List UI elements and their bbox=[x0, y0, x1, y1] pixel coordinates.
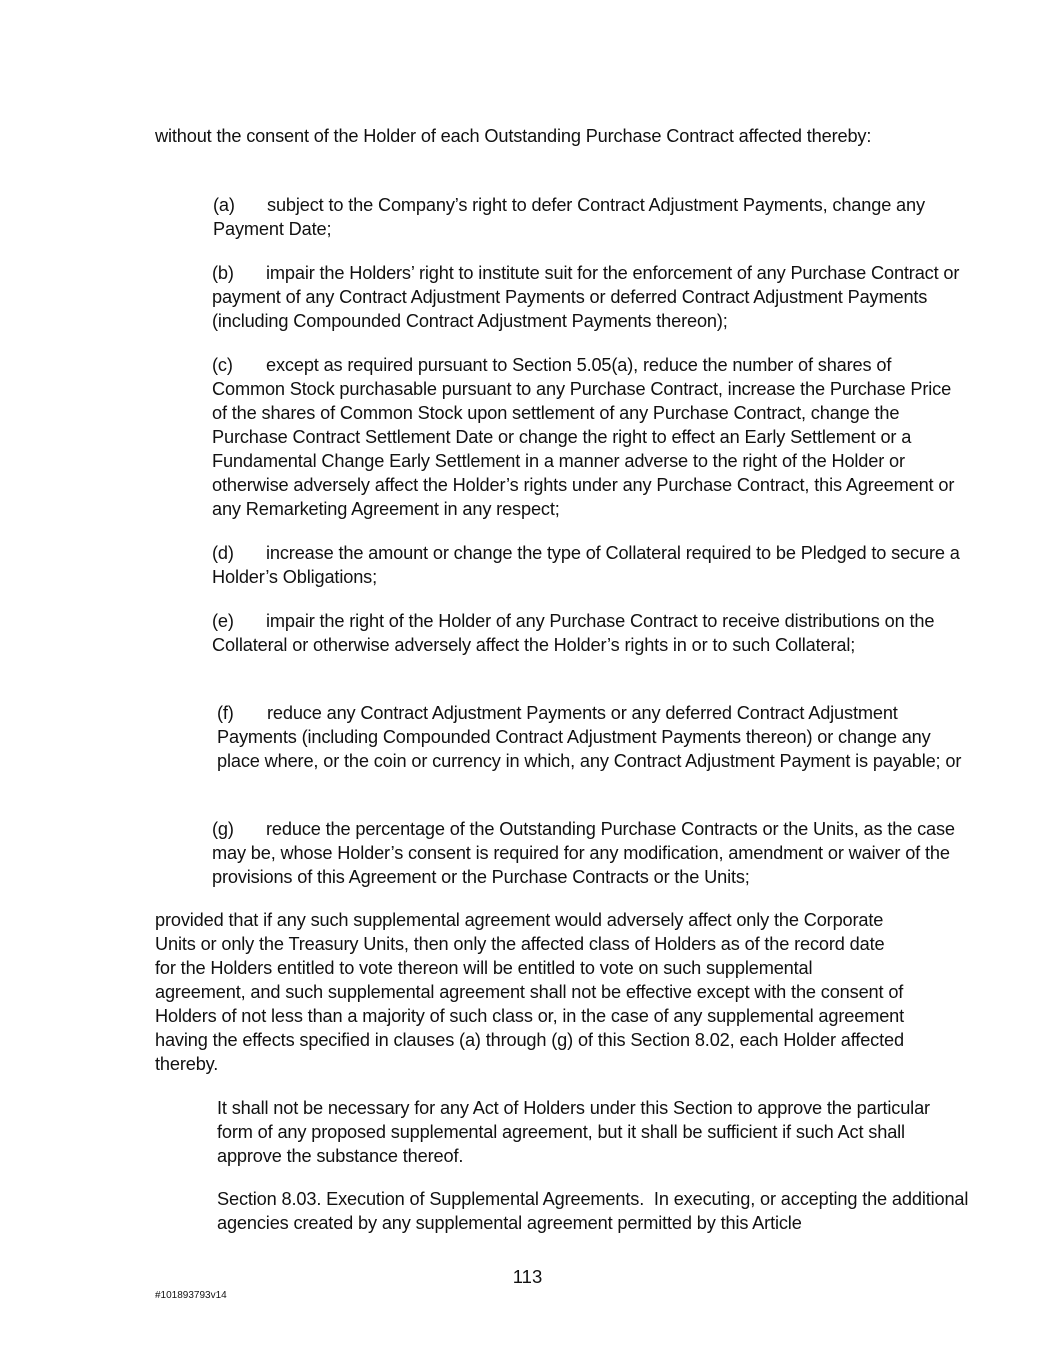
proviso-paragraph: provided that if any such supplemental agreement would adversely affect only the Corporate Units or only the Treasury Units, then only the affected class of Holders as of the record date for the Holders entitled to vote thereon will be entitled to vote on such supplemental agreement, and such supplemental agreement shall not be effective except with the consent of Holders of not less than a majority of such class or, in the case of any supplemental agreement having the effects specified in clauses (a) through (g) of this Section 8.02, each Holder affected thereby. bbox=[155, 910, 905, 1074]
clause-e bbox=[155, 609, 964, 657]
intro-paragraph: without the consent of the Holder of each Outstanding Purchase Contract affected thereby: bbox=[155, 126, 872, 146]
clause-f-text: reduce any Contract Adjustment Payments or any deferred Contract Adjustment Payments (including Compounded Contract Adjustment Payments thereon) or change any place where, or the coin or currency in which, any Contract Adjustment Payment is payable; or bbox=[217, 703, 962, 771]
clause-a-label: (a) bbox=[213, 195, 235, 215]
clause-a-text: subject to the Company’s right to defer Contract Adjustment Payments, change any Payment Date; bbox=[213, 195, 925, 239]
section-8-03-paragraph bbox=[155, 1187, 969, 1235]
clause-c-label: (c) bbox=[212, 355, 233, 375]
clause-e-text: impair the right of the Holder of any Purchase Contract to receive distributions on the Collateral or otherwise adversely affect the Holder’s rights in or to such Collateral; bbox=[212, 611, 935, 655]
clause-f bbox=[155, 701, 969, 773]
clause-d-text: increase the amount or change the type of Collateral required to be Pledged to secure a Holder’s Obligations; bbox=[212, 543, 960, 587]
section-8-03-heading: Section 8.03. Execution of Supplemental Agreements. bbox=[217, 1189, 645, 1209]
page-number: 113 bbox=[512, 1266, 543, 1287]
clause-a bbox=[155, 193, 965, 241]
not-necessary-paragraph: It shall not be necessary for any Act of Holders under this Section to approve the particular form of any proposed supplemental agreement, but it shall be sufficient if such Act shall approve the substance thereof. bbox=[217, 1098, 930, 1166]
clause-g-text: reduce the percentage of the Outstanding Purchase Contracts or the Units, as the case may be, whose Holder’s consent is required for any modification, amendment or waiver of the provisions of this Agreement or the Purchase Contracts or the Units; bbox=[212, 819, 955, 887]
clause-g bbox=[155, 817, 964, 889]
clause-b-text: impair the Holders’ right to institute suit for the enforcement of any Purchase Contract or payment of any Contract Adjustment Payments or deferred Contract Adjustment Payments (including Compounded Contract Adjustment Payments thereon); bbox=[212, 263, 960, 331]
clause-d bbox=[155, 541, 964, 589]
clause-c-text: except as required pursuant to Section 5.05(a), reduce the number of shares of Common Stock purchasable pursuant to any Purchase Contract, increase the Purchase Price of the shares of Common Stock upon settlement of any Purchase Contract, change the Purchase Contract Settlement Date or change the right to effect an Early Settlement or a Fundamental Change Early Settlement in a manner adverse to the right of the Holder or otherwise adversely affect the Holder’s rights under any Purchase Contract, this Agreement or any Remarketing Agreement in any respect; bbox=[212, 355, 955, 519]
clause-d-label: (d) bbox=[212, 543, 234, 563]
clause-b-label: (b) bbox=[212, 263, 234, 283]
clause-e-label: (e) bbox=[212, 611, 234, 631]
clause-c bbox=[155, 353, 964, 521]
clause-g-label: (g) bbox=[212, 819, 234, 839]
clause-b bbox=[155, 261, 964, 333]
clause-f-label: (f) bbox=[217, 703, 234, 723]
section-8-03-text: In executing, or accepting the additional agencies created by any supplemental agreement permitted by this Article bbox=[217, 1189, 969, 1233]
document-id: #101893793v14 bbox=[155, 1290, 227, 1301]
